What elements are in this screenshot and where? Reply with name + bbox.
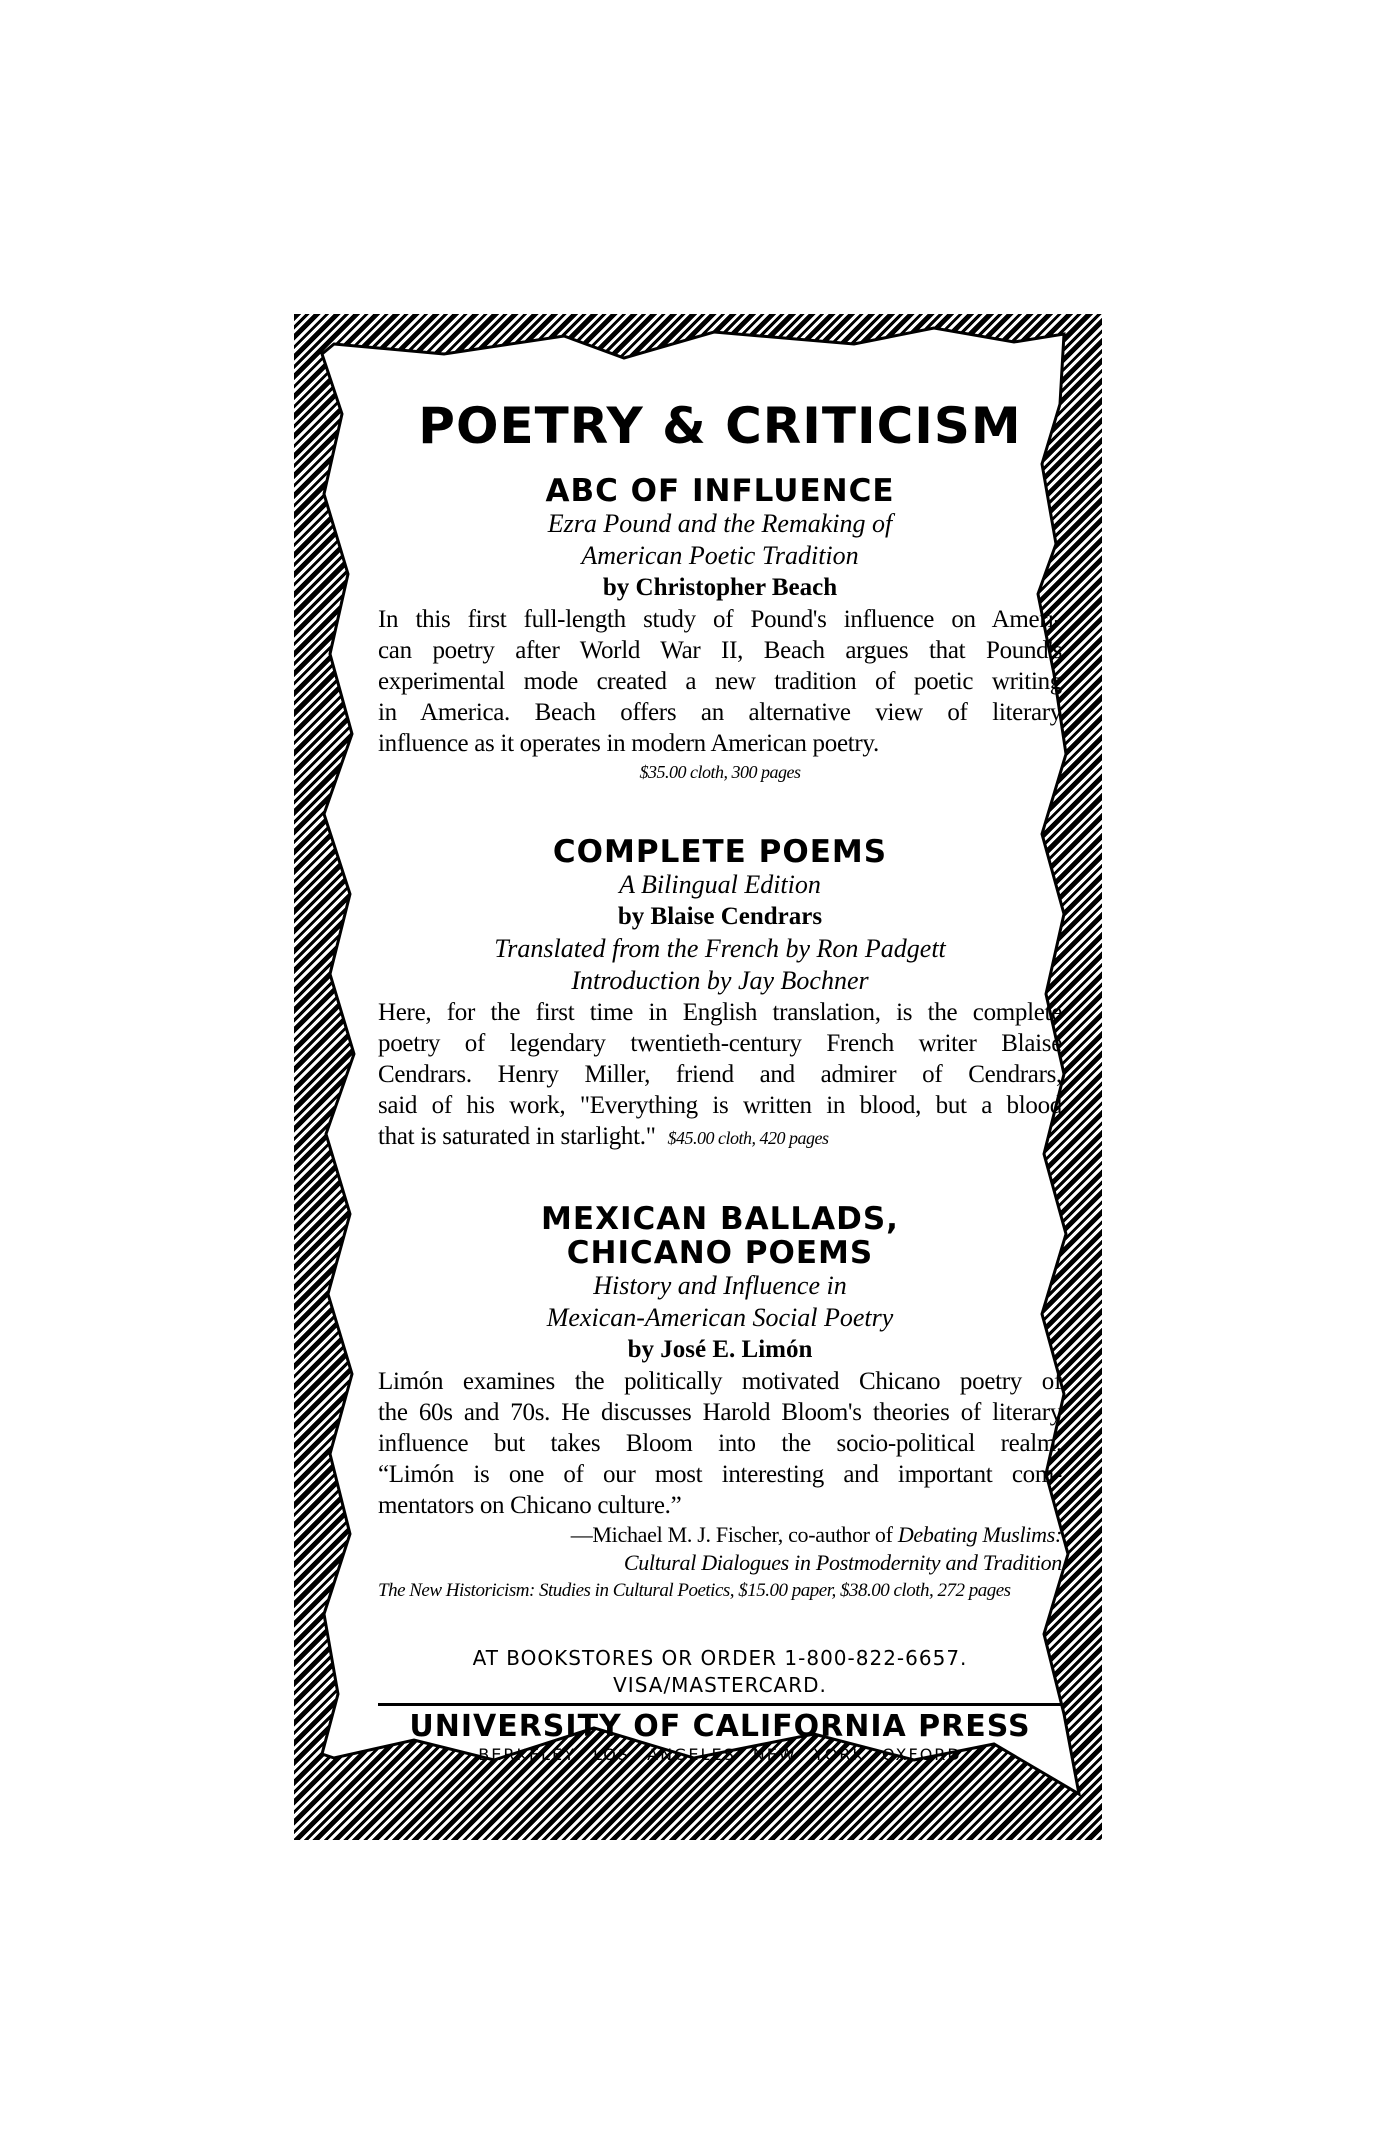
book-translator: Translated from the French by Ron Padgett: [494, 934, 946, 963]
book-complete-poems: [378, 835, 1062, 1152]
book-author: by Blaise Cendrars: [617, 903, 823, 930]
order-info: VISA/MASTERCARD.: [613, 1673, 827, 1697]
attribution-text: —Michael M. J. Fischer, co-author of: [570, 1522, 893, 1547]
book-author: by José E. Limón: [627, 1336, 813, 1363]
attribution-work: Cultural Dialogues in Postmodernity and Tradition: [623, 1550, 1062, 1575]
book-subtitle: Ezra Pound and the Remaking of: [547, 509, 893, 538]
description-line: [378, 1121, 1062, 1152]
book-abc-of-influence: [378, 474, 1062, 785]
book-price: $35.00 cloth, 300 pages: [639, 762, 801, 782]
description-line: mentators on Chicano culture.”: [378, 1492, 682, 1519]
attribution-work: Debating Muslims:: [897, 1522, 1062, 1547]
description-line: Limón examines the politically motivated Chicano poetry of: [378, 1368, 1062, 1395]
description-line: said of his work, "Everything is written in blood, but a blood: [378, 1092, 1062, 1119]
publisher-cities: BERKELEY LOS ANGELES NEW YORK OXFORD: [478, 1745, 962, 1764]
quote-attribution: [378, 1521, 1062, 1549]
book-author: by Christopher Beach: [602, 574, 838, 601]
book-title: COMPLETE POEMS: [552, 834, 888, 870]
description-line: “Limón is one of our most interesting and important com-: [378, 1461, 1062, 1488]
book-subtitle: A Bilingual Edition: [619, 870, 821, 899]
description-line: experimental mode created a new tradition of poetic writing: [378, 668, 1062, 695]
publisher-name: UNIVERSITY OF CALIFORNIA PRESS: [409, 1709, 1031, 1744]
book-title: ABC OF INFLUENCE: [545, 473, 895, 509]
description-text: that is saturated in starlight.": [378, 1123, 656, 1150]
book-mexican-ballads: [378, 1202, 1062, 1605]
description-line: Here, for the first time in English translation, is the complete: [378, 999, 1062, 1026]
divider: [378, 1703, 1062, 1706]
book-subtitle: American Poetic Tradition: [581, 541, 859, 570]
book-introduction: Introduction by Jay Bochner: [571, 966, 869, 995]
description-line: influence but takes Bloom into the socio-political realm.: [378, 1430, 1062, 1457]
description-line: Cendrars. Henry Miller, friend and admirer of Cendrars,: [378, 1061, 1062, 1088]
book-price: $45.00 cloth, 420 pages: [667, 1128, 829, 1148]
order-info: AT BOOKSTORES OR ORDER 1-800-822-6657.: [472, 1646, 968, 1670]
ad-content: [378, 396, 1062, 1766]
book-title: CHICANO POEMS: [566, 1235, 874, 1271]
description-line: influence as it operates in modern American poetry.: [378, 730, 879, 757]
page-title: POETRY & CRITICISM: [418, 397, 1022, 455]
book-subtitle: Mexican-American Social Poetry: [546, 1303, 894, 1332]
book-subtitle: History and Influence in: [593, 1271, 847, 1300]
description-line: the 60s and 70s. He discusses Harold Bloom's theories of literary: [378, 1399, 1062, 1426]
quote-attribution: [378, 1549, 1062, 1577]
description-line: can poetry after World War II, Beach argues that Pound's: [378, 637, 1062, 664]
description-line: poetry of legendary twentieth-century French writer Blaise: [378, 1030, 1062, 1057]
series-price-info: The New Historicism: Studies in Cultural Poetics, $15.00 paper, $38.00 cloth, 272 pages: [378, 1580, 1011, 1601]
description-line: in America. Beach offers an alternative view of literary: [378, 699, 1062, 726]
description-line: In this first full-length study of Pound's influence on Ameri-: [378, 606, 1062, 633]
footer: [378, 1645, 1062, 1766]
book-title: MEXICAN BALLADS,: [541, 1201, 899, 1237]
